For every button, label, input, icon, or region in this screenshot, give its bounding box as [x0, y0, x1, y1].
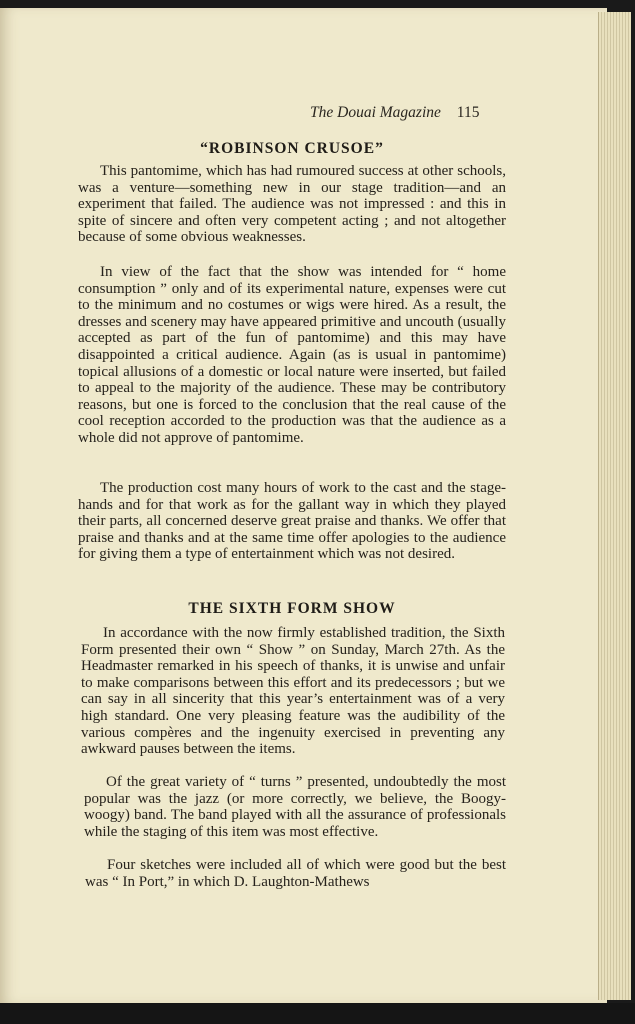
page-edges: [598, 12, 631, 1000]
section-title-sixth-form-show: THE SIXTH FORM SHOW: [188, 600, 396, 617]
paragraph: In view of the fact that the show was intended for “ home consumption ” only and of its experimental nature, expenses were cut to the minimum and no costumes or wigs were hired. As a result, the dresses and scenery may have appeared primitive and uncouth (usually accepted as part of the fun of pantomime) and this may have disappointed a critical audience. Again (as is usual in pantomime) topical allusions of a domestic or local nature were inserted, but failed to appeal to the majority of the audience. These may be contributory reasons, but one is forced to the conclusion that the real cause of the cool reception accorded to the production was that the audience as a whole did not approve of pantomime.: [78, 264, 506, 446]
page-number: 115: [456, 104, 480, 121]
running-header: [310, 104, 500, 122]
bottom-border: [0, 1003, 635, 1024]
paragraph: Four sketches were included all of which were good but the best was “ In Port,” in which D. Laughton-Mathews: [85, 857, 506, 890]
paragraph: This pantomime, which has had rumoured success at other schools, was a venture—something new in our stage tradition—and an experiment that failed. The audience was not impressed : and this in spite of sincere and often very competent acting ; and not altogether because of some obvious weaknesses.: [78, 163, 506, 246]
paragraph: Of the great variety of “ turns ” presented, undoubtedly the most popular was the jazz (or more correctly, we believe, the Boogy-woogy) band. The band played with all the assurance of professionals while the staging of this item was most effective.: [84, 774, 506, 840]
paragraph: The production cost many hours of work to the cast and the stage-hands and for that work as for the gallant way in which they played their parts, all concerned deserve great praise and thanks. We offer that praise and thanks and at the same time offer apologies to the audience for giving them a type of entertainment which was not desired.: [78, 480, 506, 563]
section-title-robinson-crusoe: “ROBINSON CRUSOE”: [200, 140, 384, 157]
paragraph: In accordance with the now firmly established tradition, the Sixth Form presented their own “ Show ” on Sunday, March 27th. As the Headmaster remarked in his speech of thanks, it is unwise and unfair to make comparisons between this effort and its predecessors ; but we can say in all sincerity that this year’s entertainment was of a very high standard. One very pleasing feature was the audibility of the various compères and the ingenuity exercised in preventing any awkward pauses between the items.: [81, 625, 505, 758]
magazine-title: The Douai Magazine: [310, 104, 441, 121]
